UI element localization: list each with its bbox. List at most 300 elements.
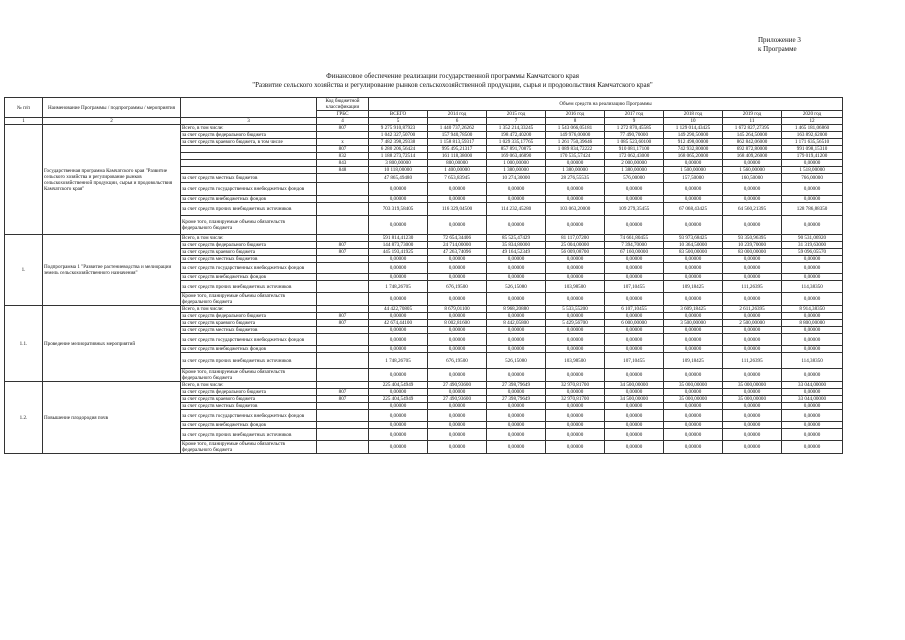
amount-cell: 0,00000: [723, 256, 782, 263]
amount-cell: 0,00000: [546, 410, 605, 422]
amount-cell: 83 500,00000: [664, 249, 723, 256]
amount-cell: 31 319,63000: [782, 242, 843, 249]
amount-cell: 145 264,50000: [723, 132, 782, 139]
amount-cell: 3 500,00000: [664, 320, 723, 327]
funding-source: Кроме того, планируемые объемы обязательств федерального бюджета: [181, 216, 317, 235]
measure-name: Повышение плодородия почв: [43, 382, 181, 454]
amount-cell: 1 380,00000: [605, 167, 664, 174]
amount-cell: 0,00000: [546, 389, 605, 396]
amount-cell: 6 107,10455: [605, 306, 664, 313]
amount-cell: 0,00000: [605, 334, 664, 346]
amount-cell: 0,00000: [546, 441, 605, 454]
amount-cell: 1 748,26705: [369, 281, 428, 293]
amount-cell: 0,00000: [428, 441, 487, 454]
amount-cell: 1 272 870,45585: [605, 125, 664, 132]
table-body: [5, 98, 843, 454]
funding-source: за счет средств государственных внебюджетных фондов: [181, 334, 317, 346]
amount-cell: 0,00000: [664, 263, 723, 274]
funding-source: за счет средств местных бюджетов: [181, 403, 317, 410]
funding-source: за счет средств федерального бюджета: [181, 242, 317, 249]
amount-cell: 10 364,50000: [664, 242, 723, 249]
amount-cell: 157 940,78500: [428, 132, 487, 139]
amount-cell: 116 329,04500: [428, 203, 487, 216]
document-title: [0, 72, 905, 90]
amount-cell: 0,00000: [546, 422, 605, 429]
amount-cell: 0,00000: [369, 422, 428, 429]
grbs-code: [317, 369, 369, 382]
grbs-code: 848: [317, 167, 369, 174]
amount-cell: 0,00000: [487, 256, 546, 263]
amount-cell: 0,00000: [664, 327, 723, 334]
funding-source: за счет средств прочих внебюджетных источников: [181, 353, 317, 369]
header-index: 4: [317, 118, 369, 125]
row-number: 1.: [5, 235, 43, 306]
grbs-code: [317, 382, 369, 389]
amount-cell: 0,00000: [428, 256, 487, 263]
header-index: 10: [664, 118, 723, 125]
amount-cell: 8 442,05800: [487, 320, 546, 327]
amount-cell: 0,00000: [782, 346, 843, 353]
amount-cell: 703 319,58405: [369, 203, 428, 216]
funding-source: за счет средств государственных внебюджетных фондов: [181, 183, 317, 196]
amount-cell: 1 440 737,26262: [428, 125, 487, 132]
amount-cell: 591 814,41230: [369, 235, 428, 242]
amount-cell: 1 188 273,72514: [369, 153, 428, 160]
funding-source: за счет средств краевого бюджета: [181, 396, 317, 403]
amount-cell: 1 543 066,05181: [546, 125, 605, 132]
header-index: 3: [181, 118, 317, 125]
amount-cell: 0,00000: [546, 327, 605, 334]
amount-cell: 742 932,80000: [664, 146, 723, 153]
amount-cell: 0,00000: [605, 256, 664, 263]
funding-source: за счет средств прочих внебюджетных источников: [181, 203, 317, 216]
amount-cell: 0,00000: [605, 369, 664, 382]
grbs-code: [317, 196, 369, 203]
header-index: 12: [782, 118, 843, 125]
table-row: [5, 235, 843, 242]
amount-cell: 1 465 181,06860: [782, 125, 843, 132]
amount-cell: 25 004,00000: [546, 242, 605, 249]
amount-cell: 32 970,81700: [546, 382, 605, 389]
amount-cell: 0,00000: [487, 346, 546, 353]
amount-cell: 5 429,56700: [546, 320, 605, 327]
amount-cell: 93 350,96395: [723, 235, 782, 242]
grbs-code: [317, 274, 369, 281]
amount-cell: 67 068,43425: [664, 203, 723, 216]
amount-cell: 85 525,47429: [487, 235, 546, 242]
amount-cell: 6 000,00000: [605, 320, 664, 327]
grbs-code: [317, 132, 369, 139]
amount-cell: 576,00000: [605, 174, 664, 183]
amount-cell: 0,00000: [723, 369, 782, 382]
amount-cell: 1 560,00000: [723, 167, 782, 174]
amount-cell: 179 019,41200: [782, 153, 843, 160]
funding-source: за счет средств прочих внебюджетных источников: [181, 281, 317, 293]
amount-cell: 144 873,73000: [369, 242, 428, 249]
amount-cell: 0,00000: [664, 346, 723, 353]
amount-cell: 0,00000: [546, 334, 605, 346]
amount-cell: 169 063,46890: [487, 153, 546, 160]
amount-cell: 160,50000: [723, 174, 782, 183]
header-year-2020: 2020 год: [782, 111, 843, 118]
amount-cell: 0,00000: [487, 216, 546, 235]
amount-cell: 0,00000: [369, 441, 428, 454]
amount-cell: 114 232,45280: [487, 203, 546, 216]
header-year-2018: 2018 год: [664, 111, 723, 118]
header-year-total: ВСЕГО: [369, 111, 428, 118]
amount-cell: 35 000,00000: [664, 382, 723, 389]
grbs-code: 807: [317, 242, 369, 249]
amount-cell: 0,00000: [782, 160, 843, 167]
funding-source: за счет средств краевого бюджета, в том числе: [181, 139, 317, 146]
amount-cell: 995 495,21317: [428, 146, 487, 153]
amount-cell: 35 000,00000: [723, 382, 782, 389]
amount-cell: 0,00000: [369, 274, 428, 281]
amount-cell: 0,00000: [546, 346, 605, 353]
header-year-2015: 2015 год: [487, 111, 546, 118]
amount-cell: 2 000,00000: [605, 160, 664, 167]
grbs-code: [317, 429, 369, 441]
grbs-code: [317, 293, 369, 306]
header-grbs: ГРБС: [317, 111, 369, 118]
amount-cell: 0,00000: [546, 293, 605, 306]
funding-source: Всего, в том числе:: [181, 306, 317, 313]
amount-cell: 0,00000: [723, 389, 782, 396]
amount-cell: 1 042 327,50700: [369, 132, 428, 139]
amount-cell: 1 380,00000: [487, 167, 546, 174]
amount-cell: 0,00000: [546, 256, 605, 263]
amount-cell: 0,00000: [369, 256, 428, 263]
funding-source: за счет средств внебюджетных фондов: [181, 422, 317, 429]
grbs-code: [317, 353, 369, 369]
header-year-2019: 2019 год: [723, 111, 782, 118]
amount-cell: 47 263,74096: [428, 249, 487, 256]
header-year-2014: 2014 год: [428, 111, 487, 118]
funding-source: за счет средств федерального бюджета: [181, 132, 317, 139]
amount-cell: 0,00000: [487, 313, 546, 320]
amount-cell: 0,00000: [546, 183, 605, 196]
grbs-code: [317, 346, 369, 353]
amount-cell: 0,00000: [605, 389, 664, 396]
amount-cell: 0,00000: [664, 389, 723, 396]
amount-cell: 0,00000: [605, 441, 664, 454]
measure-name: Государственная программа Камчатского края "Развитие сельского хозяйства и регулирование рынков сельскохозяйственной продукции, сырья и продовольствия Камчатского края": [43, 125, 181, 235]
amount-cell: 0,00000: [369, 216, 428, 235]
amount-cell: 0,00000: [428, 410, 487, 422]
amount-cell: 149 290,50000: [664, 132, 723, 139]
funding-source: за счет средств местных бюджетов: [181, 327, 317, 334]
amount-cell: 0,00000: [782, 441, 843, 454]
amount-cell: 27 398,79649: [487, 382, 546, 389]
amount-cell: 107,10455: [605, 281, 664, 293]
header-index: 6: [428, 118, 487, 125]
amount-cell: 0,00000: [546, 313, 605, 320]
amount-cell: 0,00000: [369, 263, 428, 274]
amount-cell: 103 063,20000: [546, 203, 605, 216]
amount-cell: 1 261 750,39646: [546, 139, 605, 146]
header-volume: Объем средств на реализацию Программы: [369, 98, 843, 111]
amount-cell: 111,26395: [723, 281, 782, 293]
amount-cell: 107,10455: [605, 353, 664, 369]
amount-cell: 72 654,34406: [428, 235, 487, 242]
funding-source: [181, 153, 317, 160]
header-name: Наименование Программы / подпрограммы / мероприятия: [43, 98, 181, 118]
amount-cell: 27 490,93600: [428, 382, 487, 389]
amount-cell: 0,00000: [369, 346, 428, 353]
amount-cell: 42 674,44100: [369, 320, 428, 327]
amount-cell: 1 029 335,17765: [487, 139, 546, 146]
grbs-code: [317, 263, 369, 274]
amount-cell: 0,00000: [487, 293, 546, 306]
header-index: 5: [369, 118, 428, 125]
header-index: 11: [723, 118, 782, 125]
amount-cell: 0,00000: [782, 196, 843, 203]
amount-cell: 0,00000: [487, 441, 546, 454]
appendix-line-2: к Программе: [758, 45, 797, 53]
amount-cell: 912 498,00000: [664, 139, 723, 146]
amount-cell: 0,00000: [782, 389, 843, 396]
funding-source: за счет средств государственных внебюджетных фондов: [181, 263, 317, 274]
amount-cell: 0,00000: [487, 389, 546, 396]
grbs-code: [317, 327, 369, 334]
amount-cell: 0,00000: [605, 216, 664, 235]
amount-cell: 445 193,41925: [369, 249, 428, 256]
grbs-code: 807: [317, 396, 369, 403]
grbs-code: 807: [317, 389, 369, 396]
amount-cell: 0,00000: [369, 334, 428, 346]
amount-cell: 1 085 523,60100: [605, 139, 664, 146]
amount-cell: 8 800,00000: [782, 320, 843, 327]
amount-cell: 0,00000: [723, 429, 782, 441]
amount-cell: 2 611,26395: [723, 306, 782, 313]
amount-cell: 225 404,54949: [369, 396, 428, 403]
amount-cell: 64 560,21395: [723, 203, 782, 216]
amount-cell: 676,19500: [428, 281, 487, 293]
amount-cell: 0,00000: [487, 263, 546, 274]
header-index: 7: [487, 118, 546, 125]
amount-cell: 0,00000: [782, 334, 843, 346]
amount-cell: 0,00000: [428, 263, 487, 274]
amount-cell: 0,00000: [782, 293, 843, 306]
amount-cell: 7 653,83945: [428, 174, 487, 183]
amount-cell: 161 118,38000: [428, 153, 487, 160]
amount-cell: 35 834,80000: [487, 242, 546, 249]
grbs-code: [317, 281, 369, 293]
amount-cell: 1 000,00000: [487, 160, 546, 167]
amount-cell: 0,00000: [369, 369, 428, 382]
amount-cell: 0,00000: [546, 403, 605, 410]
amount-cell: 0,00000: [487, 403, 546, 410]
amount-cell: 0,00000: [369, 429, 428, 441]
amount-cell: 0,00000: [664, 183, 723, 196]
amount-cell: 33 044,00000: [782, 382, 843, 389]
amount-cell: 800,00000: [428, 160, 487, 167]
amount-cell: 10 239,70000: [723, 242, 782, 249]
amount-cell: 0,00000: [428, 334, 487, 346]
amount-cell: 1 352 214,33245: [487, 125, 546, 132]
grbs-code: 807: [317, 146, 369, 153]
amount-cell: 0,00000: [369, 410, 428, 422]
amount-cell: 0,00000: [782, 327, 843, 334]
amount-cell: 0,00000: [487, 422, 546, 429]
amount-cell: 526,15080: [487, 281, 546, 293]
funding-source: Всего, в том числе:: [181, 382, 317, 389]
amount-cell: 157,50000: [664, 174, 723, 183]
grbs-code: [317, 410, 369, 422]
amount-cell: 109,18425: [664, 281, 723, 293]
amount-cell: 0,00000: [664, 160, 723, 167]
funding-source: [181, 146, 317, 153]
amount-cell: 0,00000: [369, 403, 428, 410]
grbs-code: 832: [317, 153, 369, 160]
amount-cell: 77 490,70000: [605, 132, 664, 139]
header-row-1: [5, 98, 843, 111]
amount-cell: 0,00000: [428, 274, 487, 281]
amount-cell: 0,00000: [487, 410, 546, 422]
amount-cell: 0,00000: [605, 196, 664, 203]
table-row: [5, 306, 843, 313]
amount-cell: 90 531,06920: [782, 235, 843, 242]
amount-cell: 692 872,80000: [723, 146, 782, 153]
amount-cell: 0,00000: [723, 410, 782, 422]
amount-cell: 1 129 014,43425: [664, 125, 723, 132]
amount-cell: 0,00000: [546, 263, 605, 274]
amount-cell: 35 000,00000: [723, 396, 782, 403]
funding-source: за счет средств государственных внебюджетных фондов: [181, 410, 317, 422]
amount-cell: 10 274,30000: [487, 174, 546, 183]
amount-cell: 28 276,55535: [546, 174, 605, 183]
amount-cell: 0,00000: [487, 183, 546, 196]
grbs-code: [317, 306, 369, 313]
amount-cell: 0,00000: [369, 196, 428, 203]
amount-cell: 6 280 206,56424: [369, 146, 428, 153]
funding-source: за счет средств краевого бюджета: [181, 320, 317, 327]
amount-cell: 0,00000: [782, 216, 843, 235]
funding-source: за счет средств внебюджетных фондов: [181, 196, 317, 203]
amount-cell: 0,00000: [664, 334, 723, 346]
amount-cell: 0,00000: [723, 403, 782, 410]
grbs-code: [317, 183, 369, 196]
grbs-code: [317, 203, 369, 216]
amount-cell: 0,00000: [605, 327, 664, 334]
header-index: 1: [5, 118, 43, 125]
amount-cell: 170 535,57424: [546, 153, 605, 160]
amount-cell: 8 002,81600: [428, 320, 487, 327]
amount-cell: 109 279,35455: [605, 203, 664, 216]
funding-source: Кроме того, планируемые объемы обязательств федерального бюджета: [181, 369, 317, 382]
amount-cell: 0,00000: [428, 346, 487, 353]
funding-source: за счет средств прочих внебюджетных источников: [181, 429, 317, 441]
header-year-2017: 2017 год: [605, 111, 664, 118]
grbs-code: [317, 334, 369, 346]
measure-name: Подпрограмма 1 "Развитие растениеводства и мелиорации земель сельскохозяйственного назначения": [43, 235, 181, 306]
amount-cell: 67 160,00000: [605, 249, 664, 256]
amount-cell: 0,00000: [664, 369, 723, 382]
amount-cell: 0,00000: [487, 196, 546, 203]
amount-cell: 172 062,43000: [605, 153, 664, 160]
funding-source: за счет средств внебюджетных фондов: [181, 346, 317, 353]
finance-table: [4, 97, 843, 454]
appendix-line-1: Приложение 3: [758, 36, 801, 44]
amount-cell: 0,00000: [782, 369, 843, 382]
amount-cell: 0,00000: [546, 274, 605, 281]
amount-cell: 0,00000: [487, 327, 546, 334]
amount-cell: 0,00000: [664, 256, 723, 263]
amount-cell: 1 400,00000: [428, 167, 487, 174]
amount-cell: 0,00000: [723, 216, 782, 235]
amount-cell: 7 394,70000: [605, 242, 664, 249]
amount-cell: 93 973,68425: [664, 235, 723, 242]
amount-cell: 2 500,00000: [723, 320, 782, 327]
funding-source: за счет средств федерального бюджета: [181, 313, 317, 320]
amount-cell: 0,00000: [723, 313, 782, 320]
header-index: 2: [43, 118, 181, 125]
amount-cell: 0,00000: [664, 274, 723, 281]
amount-cell: 163 892,62000: [782, 132, 843, 139]
amount-cell: 0,00000: [428, 369, 487, 382]
header-year-2016: 2016 год: [546, 111, 605, 118]
amount-cell: 0,00000: [428, 429, 487, 441]
amount-cell: 34 500,00000: [605, 396, 664, 403]
amount-cell: 0,00000: [428, 196, 487, 203]
amount-cell: 0,00000: [605, 263, 664, 274]
amount-cell: 857 891,70875: [487, 146, 546, 153]
amount-cell: 74 661,80455: [605, 235, 664, 242]
amount-cell: 1 158 813,59317: [428, 139, 487, 146]
amount-cell: 0,00000: [723, 441, 782, 454]
grbs-code: 807: [317, 125, 369, 132]
amount-cell: 0,00000: [487, 274, 546, 281]
grbs-code: [317, 403, 369, 410]
amount-cell: 83 000,00000: [723, 249, 782, 256]
grbs-code: [317, 422, 369, 429]
grbs-code: [317, 235, 369, 242]
amount-cell: 0,00000: [782, 422, 843, 429]
row-number: [5, 125, 43, 235]
amount-cell: 0,00000: [546, 160, 605, 167]
amount-cell: 0,00000: [605, 403, 664, 410]
amount-cell: 0,00000: [428, 403, 487, 410]
amount-cell: 1 089 834,72222: [546, 146, 605, 153]
amount-cell: 27 398,79649: [487, 396, 546, 403]
amount-cell: 35 000,00000: [664, 396, 723, 403]
grbs-code: [317, 441, 369, 454]
grbs-code: х: [317, 139, 369, 146]
amount-cell: 0,00000: [723, 334, 782, 346]
funding-source: Кроме того, планируемые объемы обязательств федерального бюджета: [181, 441, 317, 454]
amount-cell: 0,00000: [723, 422, 782, 429]
amount-cell: 0,00000: [664, 293, 723, 306]
amount-cell: 526,15080: [487, 353, 546, 369]
amount-cell: 0,00000: [487, 369, 546, 382]
amount-cell: 9 275 910,87923: [369, 125, 428, 132]
amount-cell: 81 117,07200: [546, 235, 605, 242]
amount-cell: 0,00000: [605, 313, 664, 320]
amount-cell: 0,00000: [723, 263, 782, 274]
amount-cell: 0,00000: [723, 293, 782, 306]
amount-cell: 10 118,00000: [369, 167, 428, 174]
header-index: 9: [605, 118, 664, 125]
amount-cell: 27 490,93600: [428, 396, 487, 403]
amount-cell: 991 098,15310: [782, 146, 843, 153]
header-kbk: Код бюджетной классификации: [317, 98, 369, 111]
amount-cell: 0,00000: [782, 274, 843, 281]
amount-cell: 114,38350: [782, 353, 843, 369]
row-number: 1.2.: [5, 382, 43, 454]
amount-cell: 149 976,00000: [546, 132, 605, 139]
grbs-code: [317, 174, 369, 183]
amount-cell: 0,00000: [605, 183, 664, 196]
